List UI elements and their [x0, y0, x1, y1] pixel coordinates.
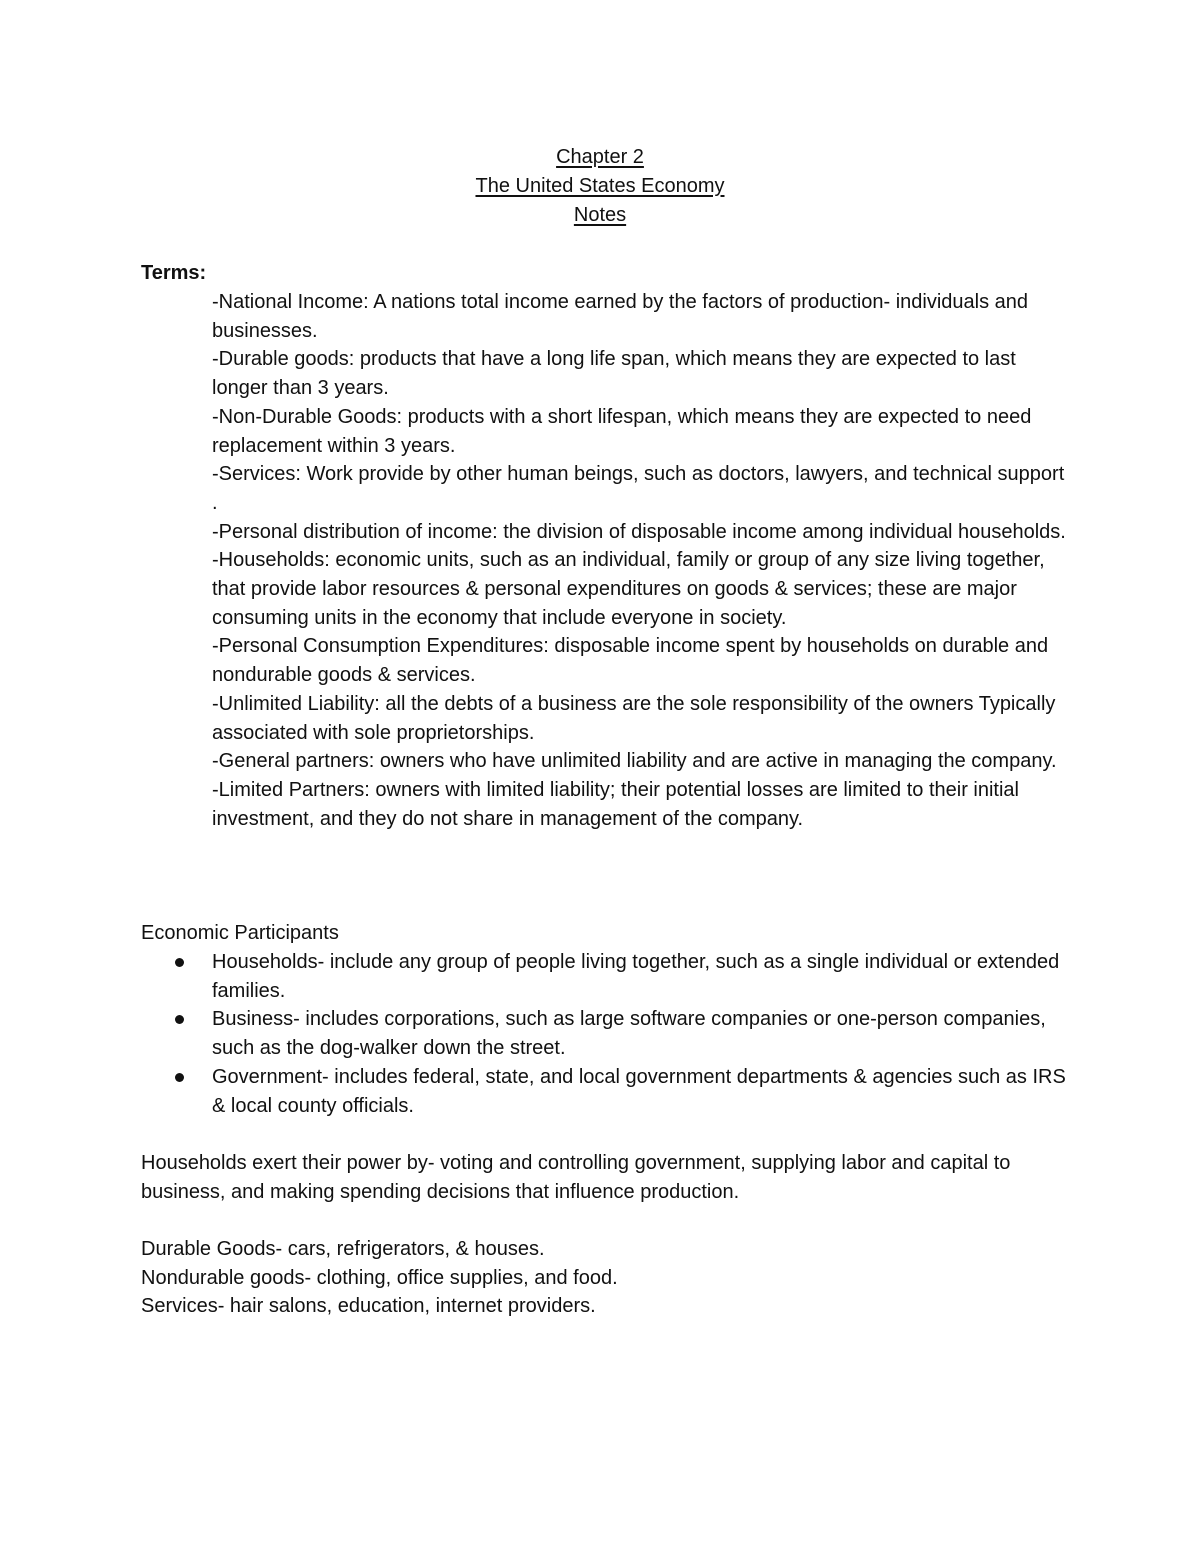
list-item — [141, 1063, 1076, 1120]
bullet-icon — [175, 958, 184, 967]
participant-government: Government- includes federal, state, and local government departments & agencies such as IRS & local county officials. — [212, 1065, 1066, 1117]
participants-list — [141, 948, 1076, 1120]
participants-heading: Economic Participants — [141, 922, 339, 944]
term-non-durable-goods: -Non-Durable Goods: products with a short lifespan, which means they are expected to need replacement within 3 years. — [212, 405, 1032, 457]
term-households: -Households: economic units, such as an individual, family or group of any size living together, that provide labor resources & personal expenditures on goods & services; these are major consuming units in the economy that include everyone in society. — [212, 549, 1045, 629]
chapter-heading-text: Chapter 2 — [556, 146, 644, 168]
bullet-icon — [175, 1073, 184, 1082]
document-title-text: The United States Economy — [475, 175, 725, 197]
participant-households: Households- include any group of people living together, such as a single individual or extended families. — [212, 951, 1060, 1002]
chapter-heading — [0, 143, 1200, 171]
term-durable-goods: -Durable goods: products that have a long life span, which means they are expected to last longer than 3 years. — [212, 348, 1016, 400]
term-national-income: -National Income: A nations total income earned by the factors of production- individuals and businesses. — [212, 291, 1029, 342]
term-personal-consumption: -Personal Consumption Expenditures: disposable income spent by households on durable and nondurable goods & services. — [212, 635, 1049, 687]
document-subtitle-text: Notes — [573, 204, 627, 226]
example-services: Services- hair salons, education, internet providers. — [141, 1295, 596, 1318]
terms-list — [212, 288, 1072, 833]
example-durable-goods: Durable Goods- cars, refrigerators, & houses. — [141, 1238, 545, 1260]
households-power-paragraph: Households exert their power by- voting and controlling government, supplying labor and capital to business, and making spending decisions that influence production. — [141, 1152, 1011, 1203]
examples-block — [141, 1235, 1041, 1321]
term-unlimited-liability: -Unlimited Liability: all the debts of a business are the sole responsibility of the owners Typically associated with sole proprietorships. — [212, 692, 1056, 744]
list-item — [141, 948, 1076, 1005]
list-item — [141, 1005, 1076, 1062]
terms-label: Terms: — [141, 262, 207, 284]
document-subtitle — [0, 201, 1200, 229]
participant-business: Business- includes corporations, such as large software companies or one-person companies, such as the dog-walker down the street. — [212, 1008, 1046, 1060]
term-personal-distribution: -Personal distribution of income: the division of disposable income among individual households. — [212, 520, 1066, 543]
bullet-icon — [175, 1015, 184, 1024]
document-title — [0, 172, 1200, 200]
term-limited-partners: -Limited Partners: owners with limited liability; their potential losses are limited to their initial investment, and they do not share in management of the company. — [212, 778, 1019, 830]
term-services: -Services: Work provide by other human beings, such as doctors, lawyers, and technical support . — [212, 463, 1065, 514]
example-nondurable-goods: Nondurable goods- clothing, office supplies, and food. — [141, 1266, 618, 1289]
term-general-partners: -General partners: owners who have unlimited liability and are active in managing the company. — [212, 750, 1057, 773]
